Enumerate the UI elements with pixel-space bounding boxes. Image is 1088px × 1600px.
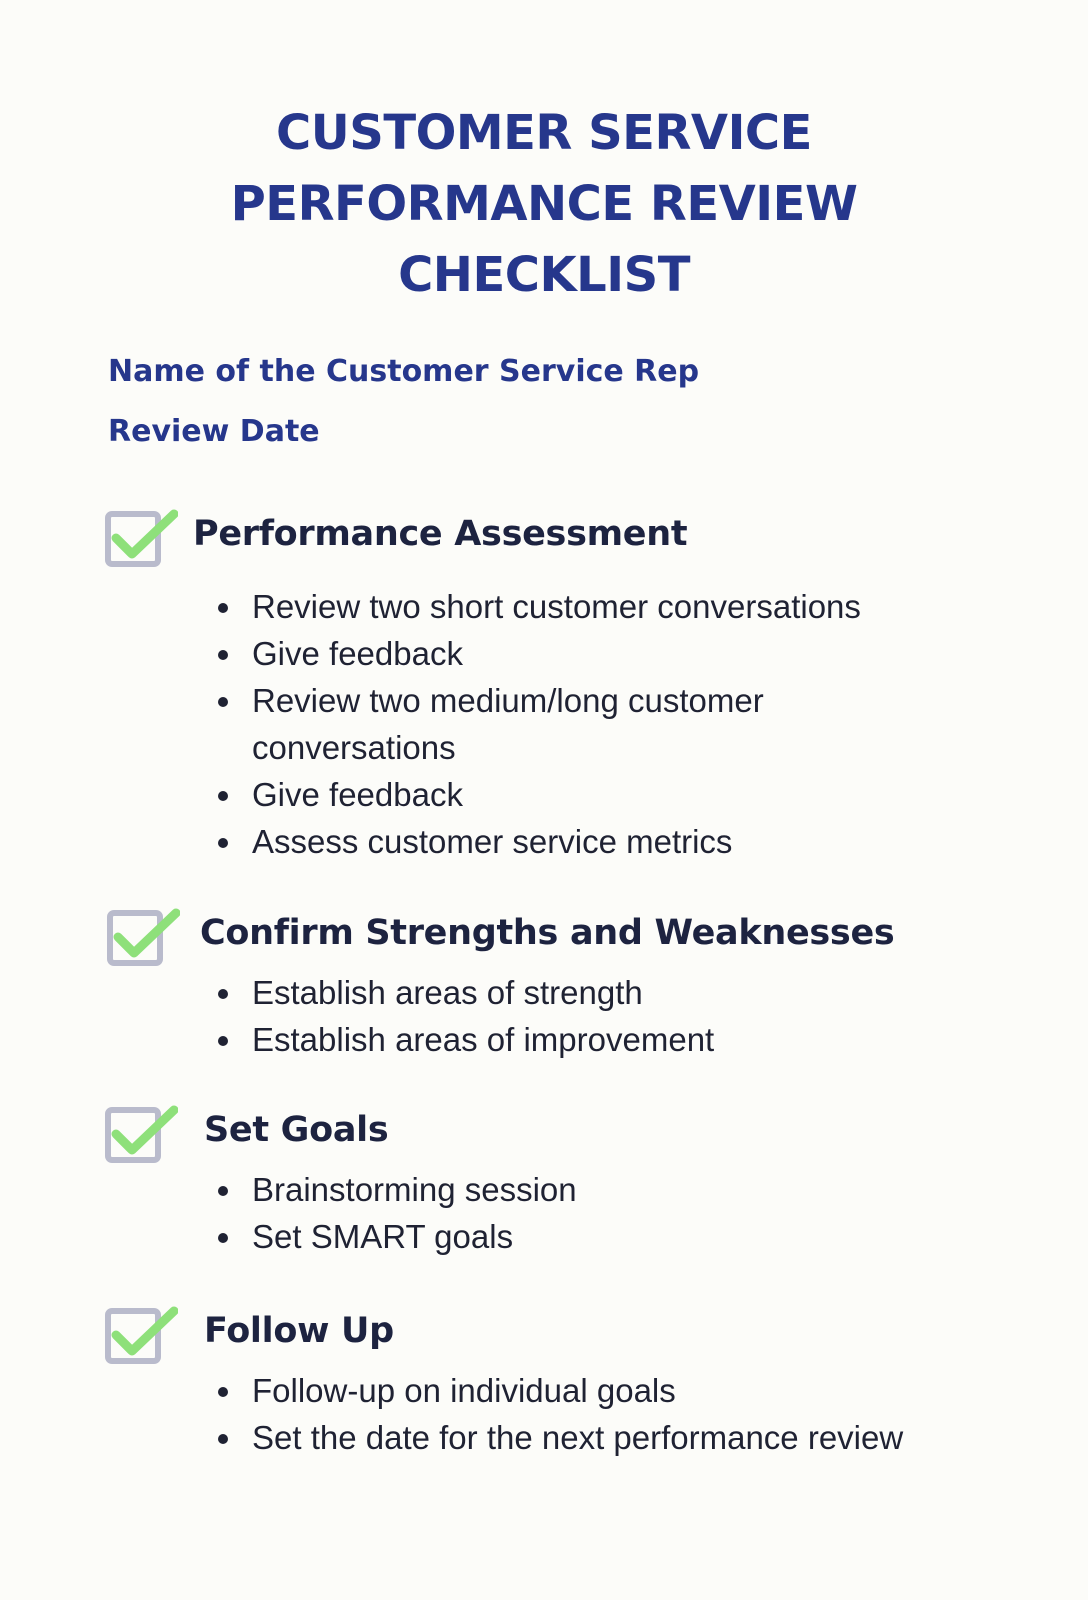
title-line-3: CHECKLIST — [398, 247, 690, 303]
list-item: Follow-up on individual goals — [214, 1367, 903, 1414]
list-item: Assess customer service metrics — [214, 818, 861, 865]
list-item: Review two medium/long customer conversations — [214, 677, 852, 771]
review-date-label: Review Date — [108, 414, 320, 449]
section-title-set-goals: Set Goals — [204, 1110, 389, 1150]
section-title-follow-up: Follow Up — [204, 1311, 394, 1351]
list-item: Set the date for the next performance review — [214, 1414, 903, 1461]
section-list-follow-up — [214, 1367, 903, 1461]
title-line-1: CUSTOMER SERVICE — [276, 105, 812, 161]
page-title — [0, 98, 1088, 311]
title-line-2: PERFORMANCE REVIEW — [230, 176, 858, 232]
list-item: Set SMART goals — [214, 1213, 577, 1260]
list-item: Establish areas of improvement — [214, 1016, 714, 1063]
section-title-strengths-weaknesses: Confirm Strengths and Weaknesses — [200, 913, 895, 953]
checked-box-icon — [104, 1104, 178, 1164]
checked-box-icon — [106, 907, 180, 967]
checked-box-icon — [104, 1305, 178, 1365]
list-item: Establish areas of strength — [214, 969, 714, 1016]
list-item: Give feedback — [214, 630, 861, 677]
list-item: Brainstorming session — [214, 1166, 577, 1213]
section-list-performance-assessment — [214, 583, 861, 865]
rep-name-label: Name of the Customer Service Rep — [108, 354, 700, 389]
section-list-set-goals — [214, 1166, 577, 1260]
section-list-strengths-weaknesses — [214, 969, 714, 1063]
list-item: Review two short customer conversations — [214, 583, 861, 630]
checked-box-icon — [104, 508, 178, 568]
section-title-performance-assessment: Performance Assessment — [193, 514, 688, 554]
list-item: Give feedback — [214, 771, 861, 818]
